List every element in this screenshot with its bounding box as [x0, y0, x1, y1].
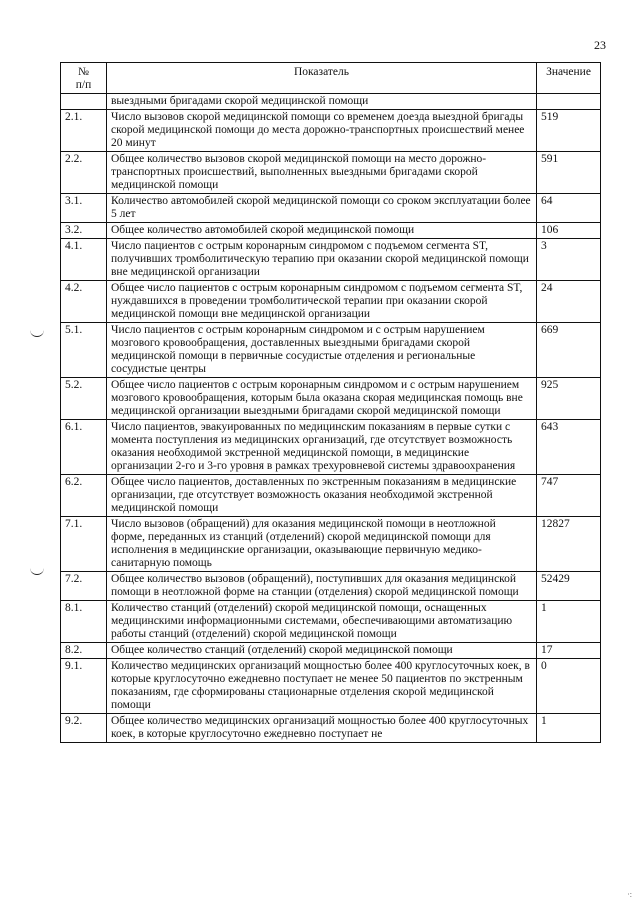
- table-row: [61, 475, 601, 517]
- row-number: 8.1.: [61, 601, 107, 643]
- row-value: 12827: [537, 517, 601, 572]
- table-row: [61, 152, 601, 194]
- row-number: [61, 94, 107, 110]
- row-value: 643: [537, 420, 601, 475]
- row-value: 1: [537, 714, 601, 743]
- row-indicator: Число вызовов скорой медицинской помощи со временем доезда выездной бригады скорой медицинской помощи до места дорожно-транспортных происшествий менее 20 минут: [107, 110, 537, 152]
- table-row: [61, 110, 601, 152]
- row-number: 7.2.: [61, 572, 107, 601]
- row-number: 2.1.: [61, 110, 107, 152]
- row-number: 3.1.: [61, 194, 107, 223]
- row-indicator: Общее количество медицинских организаций мощностью более 400 круглосуточных коек, в которые круглосуточно ежедневно поступает не: [107, 714, 537, 743]
- row-indicator: Общее число пациентов, доставленных по экстренным показаниям в медицинские организации, где отсутствует возможность оказания необходимой экстренной медицинской помощи: [107, 475, 537, 517]
- row-indicator: Общее количество вызовов (обращений), поступивших для оказания медицинской помощи в неотложной форме на станции (отделения) скорой медицинской помощи: [107, 572, 537, 601]
- row-value: 591: [537, 152, 601, 194]
- row-number: 8.2.: [61, 643, 107, 659]
- row-value: 24: [537, 281, 601, 323]
- table-row: [61, 659, 601, 714]
- indicators-table: [60, 62, 601, 743]
- row-number: 6.2.: [61, 475, 107, 517]
- margin-mark: [30, 568, 44, 575]
- table-row: [61, 94, 601, 110]
- row-value: 1: [537, 601, 601, 643]
- scan-artifact: ·:: [627, 890, 632, 899]
- row-number: 4.1.: [61, 239, 107, 281]
- row-indicator: Общее число пациентов с острым коронарным синдромом с подъемом сегмента ST, нуждавшихся в проведении тромболитической терапии при оказании скорой медицинской помощи вне медицинской организации: [107, 281, 537, 323]
- table-row: [61, 239, 601, 281]
- table-header-row: [61, 63, 601, 94]
- row-number: 5.2.: [61, 378, 107, 420]
- table-row: [61, 323, 601, 378]
- row-number: 2.2.: [61, 152, 107, 194]
- table-row: [61, 194, 601, 223]
- row-indicator: Число пациентов с острым коронарным синдромом с подъемом сегмента ST, получивших тромболитическую терапию при оказании скорой медицинской помощи вне медицинской организации: [107, 239, 537, 281]
- table-row: [61, 281, 601, 323]
- table-row: [61, 714, 601, 743]
- table-row: [61, 601, 601, 643]
- row-number: 9.2.: [61, 714, 107, 743]
- row-value: 64: [537, 194, 601, 223]
- row-number: 9.1.: [61, 659, 107, 714]
- page-number: 23: [594, 38, 606, 52]
- row-indicator: Общее количество автомобилей скорой медицинской помощи: [107, 223, 537, 239]
- row-indicator: Общее количество станций (отделений) скорой медицинской помощи: [107, 643, 537, 659]
- row-value: 925: [537, 378, 601, 420]
- row-number: 4.2.: [61, 281, 107, 323]
- row-value: 106: [537, 223, 601, 239]
- header-value: Значение: [537, 63, 601, 94]
- row-indicator: Количество медицинских организаций мощностью более 400 круглосуточных коек, в которые круглосуточно ежедневно поступает не менее 50 пациентов по экстренным показаниям, где сформированы стационарные отделения скорой медицинской помощи: [107, 659, 537, 714]
- row-value: 3: [537, 239, 601, 281]
- table-row: [61, 572, 601, 601]
- row-number: 6.1.: [61, 420, 107, 475]
- row-indicator: Количество станций (отделений) скорой медицинской помощи, оснащенных медицинскими информационными системами, обеспечивающими автоматизацию работы станций (отделений) скорой медицинской помощи: [107, 601, 537, 643]
- table-row: [61, 378, 601, 420]
- row-indicator: Общее количество вызовов скорой медицинской помощи на место дорожно-транспортных происшествий, выполненных выездными бригадами скорой медицинской помощи: [107, 152, 537, 194]
- row-indicator: выездными бригадами скорой медицинской помощи: [107, 94, 537, 110]
- row-indicator: Число пациентов с острым коронарным синдромом и с острым нарушением мозгового кровообращения, доставленных выездными бригадами скорой медицинской помощи в первичные сосудистые отделения и региональные сосудистые центры: [107, 323, 537, 378]
- header-indicator: Показатель: [107, 63, 537, 94]
- table-row: [61, 643, 601, 659]
- row-indicator: Число вызовов (обращений) для оказания медицинской помощи в неотложной форме, переданных из станций (отделений) скорой медицинской помощи для исполнения в медицинские организации, оказывающие первичную медико-санитарную помощь: [107, 517, 537, 572]
- row-indicator: Количество автомобилей скорой медицинской помощи со сроком эксплуатации более 5 лет: [107, 194, 537, 223]
- table-row: [61, 223, 601, 239]
- row-value: 0: [537, 659, 601, 714]
- header-number: № п/п: [61, 63, 107, 94]
- row-value: 747: [537, 475, 601, 517]
- row-value: [537, 94, 601, 110]
- table-row: [61, 517, 601, 572]
- row-indicator: Число пациентов, эвакуированных по медицинским показаниям в первые сутки с момента поступления из медицинских организаций, где отсутствует возможность оказания необходимой экстренной медицинской помощи, в медицинские организации 2-го и 3-го уровня в рамках трехуровневой системы здравоохранения: [107, 420, 537, 475]
- row-indicator: Общее число пациентов с острым коронарным синдромом и с острым нарушением мозгового кровообращения, которым была оказана скорая медицинская помощь вне медицинской организации выездными бригадами скорой медицинской помощи: [107, 378, 537, 420]
- row-number: 7.1.: [61, 517, 107, 572]
- table-row: [61, 420, 601, 475]
- row-value: 669: [537, 323, 601, 378]
- row-number: 3.2.: [61, 223, 107, 239]
- row-number: 5.1.: [61, 323, 107, 378]
- row-value: 52429: [537, 572, 601, 601]
- margin-mark: [30, 330, 44, 337]
- row-value: 519: [537, 110, 601, 152]
- row-value: 17: [537, 643, 601, 659]
